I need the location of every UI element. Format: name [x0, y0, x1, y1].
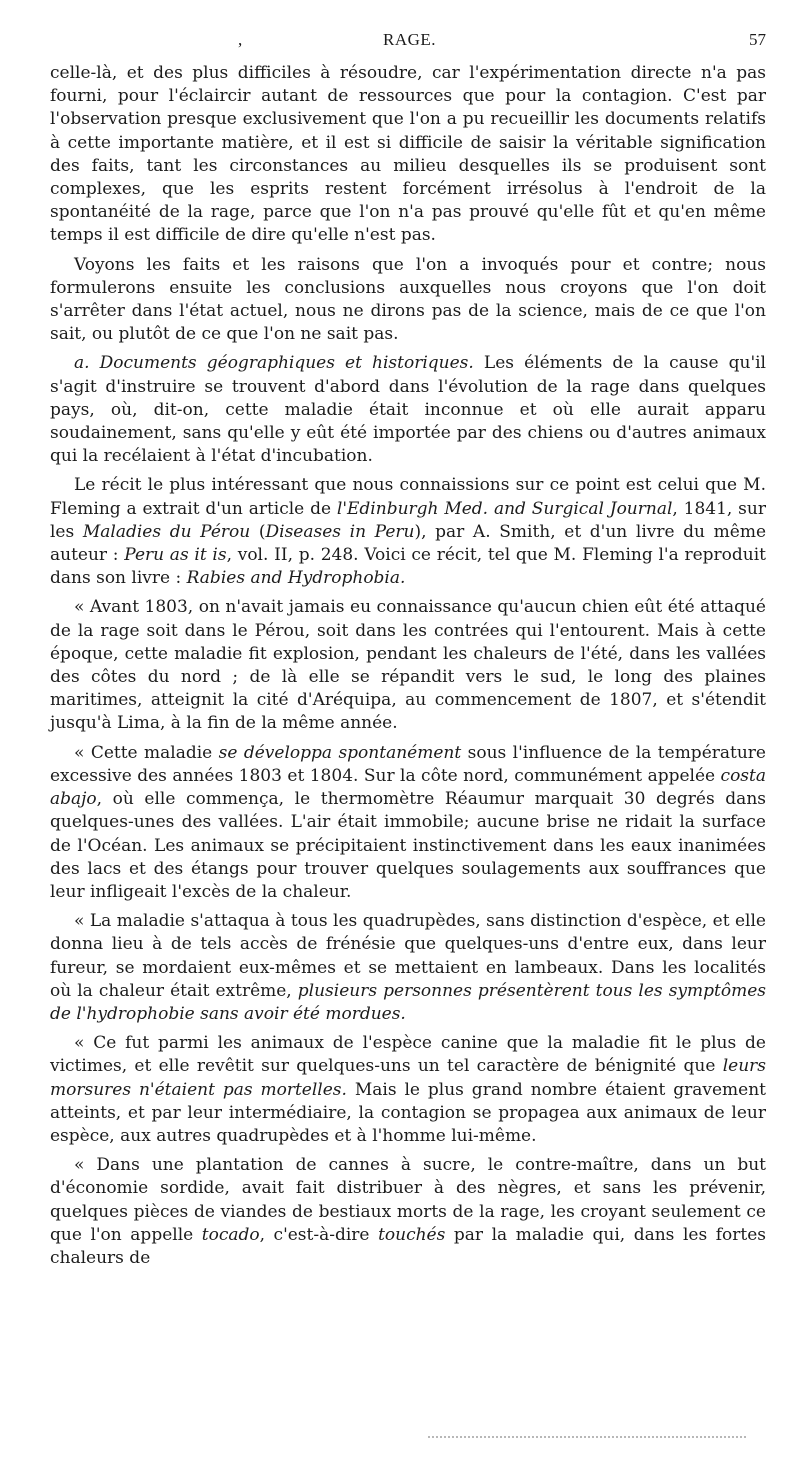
text-run: Mais le plus grand nombre étaient gravement atteints, et par leur intermédiaire, la contagion se propagea aux animaux de leur espèce, aux autres quadrupèdes et à l'homme lui-même.	[50, 1079, 766, 1146]
paragraph	[50, 596, 766, 735]
text-run: , vol. II, p. 248. Voici ce récit, tel que M. Fleming l'a reproduit dans son livre :	[50, 545, 767, 589]
footer-dotted-rule	[428, 1436, 746, 1438]
text-run: ), par A. Smith, et d'un livre du même auteur :	[50, 521, 767, 566]
text-run: « Avant 1803, on n'avait jamais eu connaissance qu'aucun chien eût été attaqué de la rage soit dans le Pérou, soit dans les contrées qui l'entourent. Mais à cette époque, cette maladie fit explosion, pendant les chaleurs de l'été, dans les vallées des côtes du nord ; de là elle se répandit vers le sud, le long des plaines maritimes, atteignit la cité d'Aréquipa, au commencement de 1807, et s'étendit jusqu'à Lima, à la fin de la même année.	[50, 597, 766, 734]
running-header	[50, 28, 766, 62]
italic-text: l'Edinburgh Med. and Surgical Journal	[336, 498, 673, 519]
paragraph	[50, 1154, 766, 1270]
text-run: (	[250, 521, 266, 542]
text-run: Les éléments de la cause qu'il s'agit d'instruire se trouvent d'abord dans l'évolution de la rage dans quelques pays, où, dit-on, cette maladie était inconnue et où elle aurait apparu soudainement, sans qu'elle y eût été importée par des chiens ou d'autres animaux qui la recélaient à l'état d'incubation.	[50, 353, 766, 467]
header-mark: ,	[238, 30, 243, 49]
italic-text: leurs morsures n'étaient pas mortelles.	[50, 1056, 766, 1100]
text-run: , c'est-à-dire	[259, 1224, 379, 1245]
text-run: sous l'influence de la température excessive des années 1803 et 1804. Sur la côte nord, communément appelée	[50, 742, 766, 786]
page-number: 57	[749, 30, 766, 49]
text-run: « Ce fut parmi les animaux de l'espèce canine que la maladie fit le plus de victimes, et elle revêtit sur quelques-uns un tel caractère de bénignité que	[50, 1033, 766, 1077]
text-run: , 1841, sur les	[50, 498, 766, 542]
paragraph	[50, 910, 766, 1026]
italic-text: touchés	[378, 1224, 446, 1245]
text-run: par la maladie qui, dans les fortes chaleurs de	[50, 1224, 767, 1268]
text-run: Voyons les faits et les raisons que l'on a invoqués pour et contre; nous formulerons ensuite les conclusions auxquelles nous croyons que l'on doit s'arrêter dans l'état actuel, nous ne dirons pas de la science, mais de ce que l'on sait, ou plutôt de ce que l'on ne sait pas.	[50, 254, 766, 345]
paragraph	[50, 1032, 766, 1148]
italic-text: a. Documents géographiques et historiques.	[74, 353, 474, 374]
text-run: , où elle commença, le thermomètre Réaumur marquait 30 degrés dans quelques-unes des vallées. L'air était immobile; aucune brise ne ridait la surface de l'Océan. Les animaux se précipitaient instinctivement dans les eaux inanimées des lacs et des étangs pour trouver quelques soulagements aux souffrances que leur infligeait l'excès de la chaleur.	[50, 789, 766, 902]
paragraph	[50, 474, 766, 590]
paragraph	[50, 254, 766, 347]
text-run: « La maladie s'attaqua à tous les quadrupèdes, sans distinction d'espèce, et elle donna lieu à de tels accès de frénésie que quelques-uns d'entre eux, dans leur fureur, se mordaient eux-mêmes et se mettaient en lambeaux. Dans les localités où la chaleur était extrême,	[50, 911, 766, 1001]
text-run: Le récit le plus intéressant que nous connaissions sur ce point est celui que M. Fleming a extrait d'un article de	[50, 475, 766, 519]
italic-text: plusieurs personnes présentèrent tous les symptômes de l'hydrophobie sans avoir été mordues.	[50, 980, 766, 1024]
running-title: RAGE.	[383, 30, 437, 49]
paragraph	[50, 352, 766, 468]
italic-text: costa abajo	[50, 765, 766, 810]
italic-text: Diseases in Peru	[265, 521, 415, 542]
italic-text: Rabies and Hydrophobia.	[186, 568, 406, 589]
italic-text: Peru as it is	[124, 545, 227, 566]
paragraph	[50, 742, 766, 904]
text-run: celle-là, et des plus difficiles à résoudre, car l'expérimentation directe n'a pas fourni, pour l'éclaircir autant de ressources que pour la contagion. C'est par l'observation presque exclusivement que l'on a pu recueillir les documents relatifs à cette importante matière, et il est si difficile de saisir la véritable signification des faits, tant les circonstances au milieu desquelles ils se produisent sont complexes, que les esprits restent forcément irrésolus à l'endroit de la spontanéité de la rage, parce que l'on n'a pas prouvé qu'elle fût et qu'en même temps il est difficile de dire qu'elle n'est pas.	[50, 63, 766, 246]
italic-text: se développa spontanément	[218, 742, 462, 763]
italic-text: tocado	[201, 1224, 260, 1245]
body-text	[50, 62, 766, 1270]
italic-text: Maladies du Pérou	[82, 521, 251, 542]
text-run: « Dans une plantation de cannes à sucre, le contre-maître, dans un but d'économie sordide, avait fait distribuer à des nègres, et sans les prévenir, quelques pièces de viandes de bestiaux morts de la rage, les croyant seulement ce que l'on appelle	[50, 1155, 766, 1245]
text-run: « Cette maladie	[74, 742, 219, 763]
paragraph	[50, 62, 766, 248]
